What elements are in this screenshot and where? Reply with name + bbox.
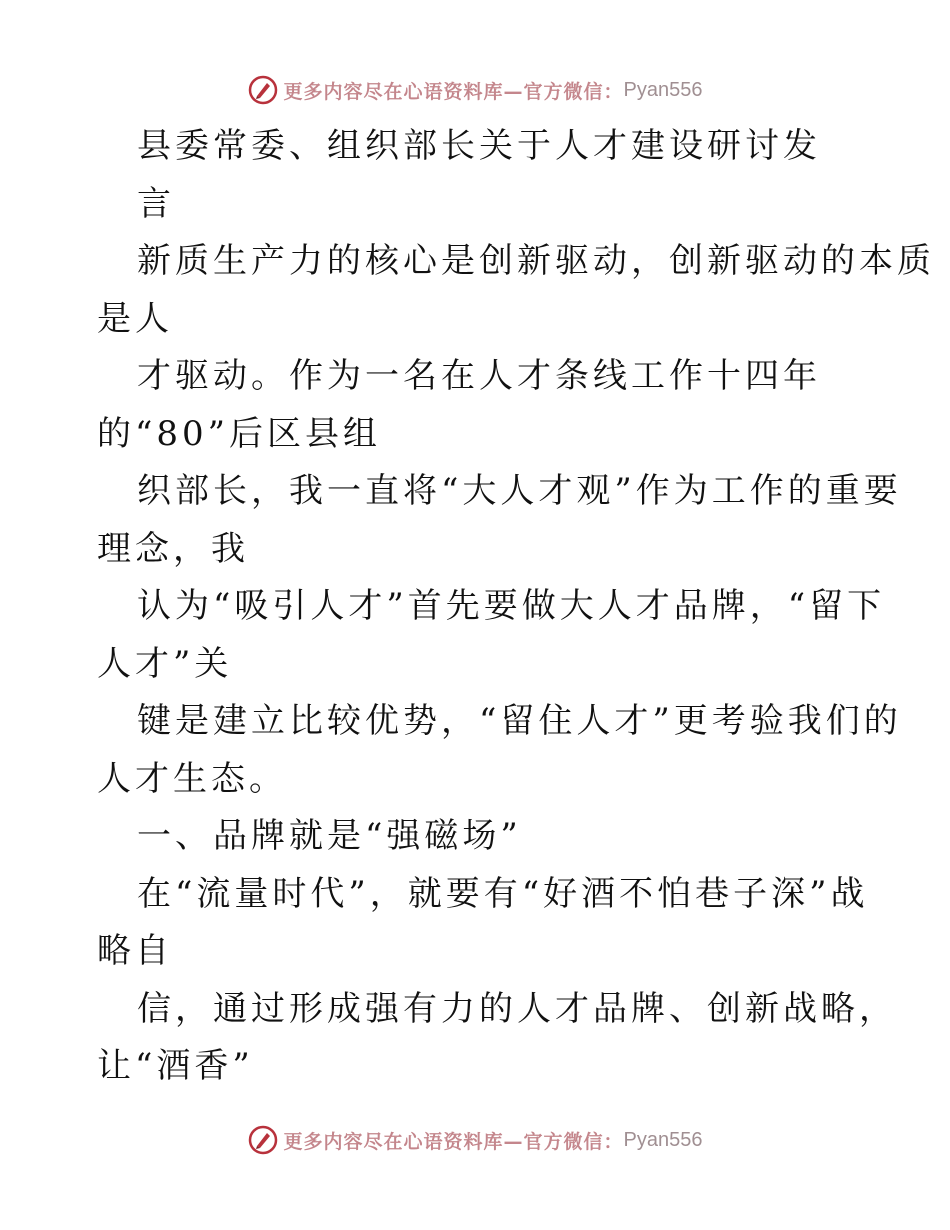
watermark-header xyxy=(0,70,950,110)
text-line: 人才生态。 xyxy=(97,758,287,799)
watermark-text: 更多内容尽在心语资料库—官方微信： xyxy=(283,1130,624,1153)
text-line: 在“流量时代”，就要有“好酒不怕巷子深”战 xyxy=(137,873,869,914)
document-body xyxy=(97,118,935,1096)
text-line: 人才”关 xyxy=(97,643,233,684)
text-line: 是人 xyxy=(97,298,173,339)
watermark-footer xyxy=(0,1120,950,1160)
text-line: 理念，我 xyxy=(97,528,249,569)
text-line: 新质生产力的核心是创新驱动，创新驱动的本质 xyxy=(137,241,935,281)
text-line: 认为“吸引人才”首先要做大人才品牌，“留下 xyxy=(137,586,886,626)
watermark-wechat-id: Pyan556 xyxy=(623,1128,703,1151)
text-line: 略自 xyxy=(97,931,173,971)
title-line-2: 言 xyxy=(137,183,175,224)
watermark-wechat-id: Pyan556 xyxy=(623,78,703,101)
text-line: 才驱动。作为一名在人才条线工作十四年 xyxy=(137,356,821,396)
text-line: 的“80”后区县组 xyxy=(97,413,382,454)
text-line: 信，通过形成强有力的人才品牌、创新战略， xyxy=(137,988,897,1029)
logo-icon xyxy=(248,1125,278,1155)
text-line: 让“酒香” xyxy=(97,1046,254,1086)
title-line-1: 县委常委、组织部长关于人才建设研讨发 xyxy=(137,126,821,166)
section-heading: 一、品牌就是“强磁场” xyxy=(137,816,522,856)
text-line: 织部长，我一直将“大人才观”作为工作的重要 xyxy=(137,471,902,511)
watermark-text: 更多内容尽在心语资料库—官方微信： xyxy=(283,80,624,103)
text-line: 键是建立比较优势，“留住人才”更考验我们的 xyxy=(137,701,902,741)
logo-icon xyxy=(248,75,278,105)
